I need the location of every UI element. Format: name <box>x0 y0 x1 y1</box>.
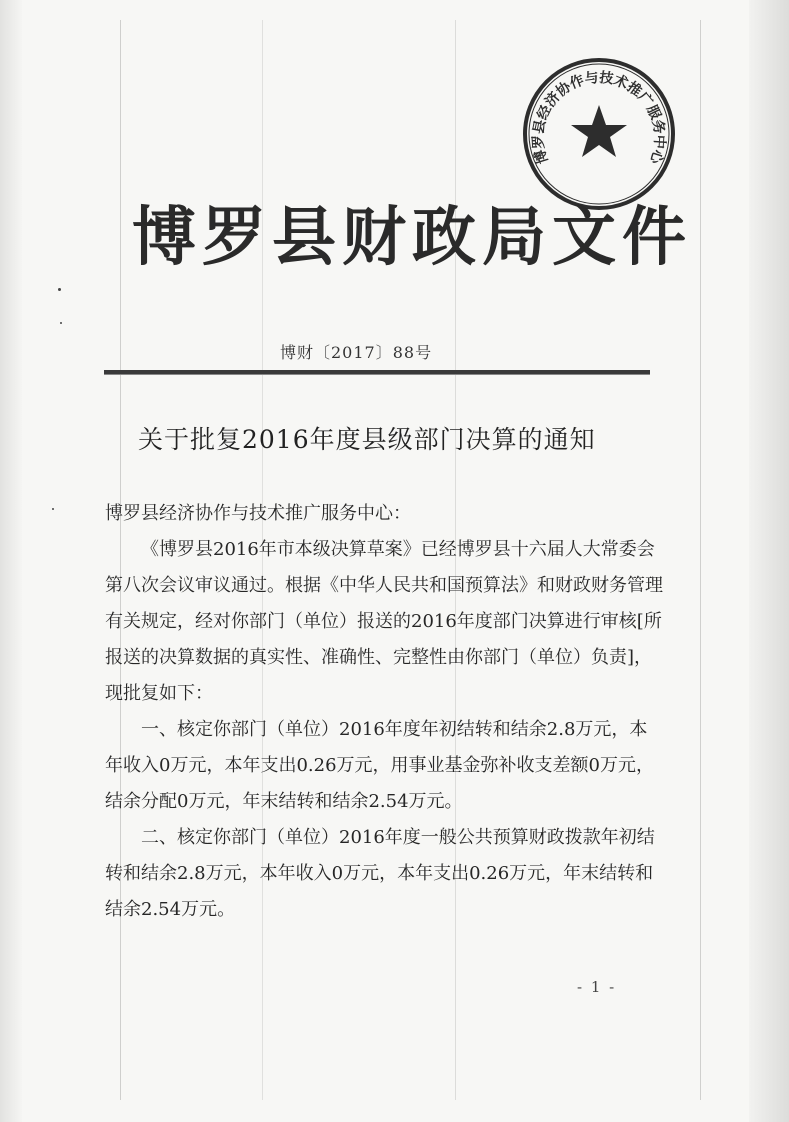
svg-text:博罗县经济协作与技术推广服务中心: 博罗县经济协作与技术推广服务中心 <box>530 69 668 166</box>
body-paragraph: 一、核定你部门（单位）2016年度年初结转和结余2.8万元，本年收入0万元，本年支出0.26万元，用事业基金弥补收支差额0万元，结余分配0万元，年末结转和结余2.54万元。 <box>105 719 654 812</box>
page-number: - 1 - <box>577 978 617 996</box>
body-paragraph: 《博罗县2016年市本级决算草案》已经博罗县十六届人大常委会第八次会议审议通过。根据《中华人民共和国预算法》和财政财务管理有关规定，经对你部门（单位）报送的2016年度部门决算进行审核[所报送的决算数据的真实性、准确性、完整性由你部门（单位）负责]，现批复如下： <box>105 539 663 704</box>
notice-title: 关于批复2016年度县级部门决算的通知 <box>138 425 596 454</box>
scan-line <box>700 20 701 1100</box>
body-paragraph: 二、核定你部门（单位）2016年度一般公共预算财政拨款年初结转和结余2.8万元，本年收入0万元，本年支出0.26万元，年末结转和结余2.54万元。 <box>105 827 655 920</box>
scan-speck <box>52 508 54 510</box>
document-number: 博财〔2017〕88号 <box>280 343 433 362</box>
scan-speck <box>60 322 62 324</box>
scan-edge-right <box>749 0 789 1122</box>
recipient-line: 博罗县经济协作与技术推广服务中心： <box>105 503 411 524</box>
notice-body <box>105 496 665 928</box>
scan-edge-left <box>0 0 22 1122</box>
scan-speck <box>58 288 61 291</box>
agency-header: 博罗县财政局文件 <box>132 200 692 275</box>
header-divider <box>104 370 650 374</box>
